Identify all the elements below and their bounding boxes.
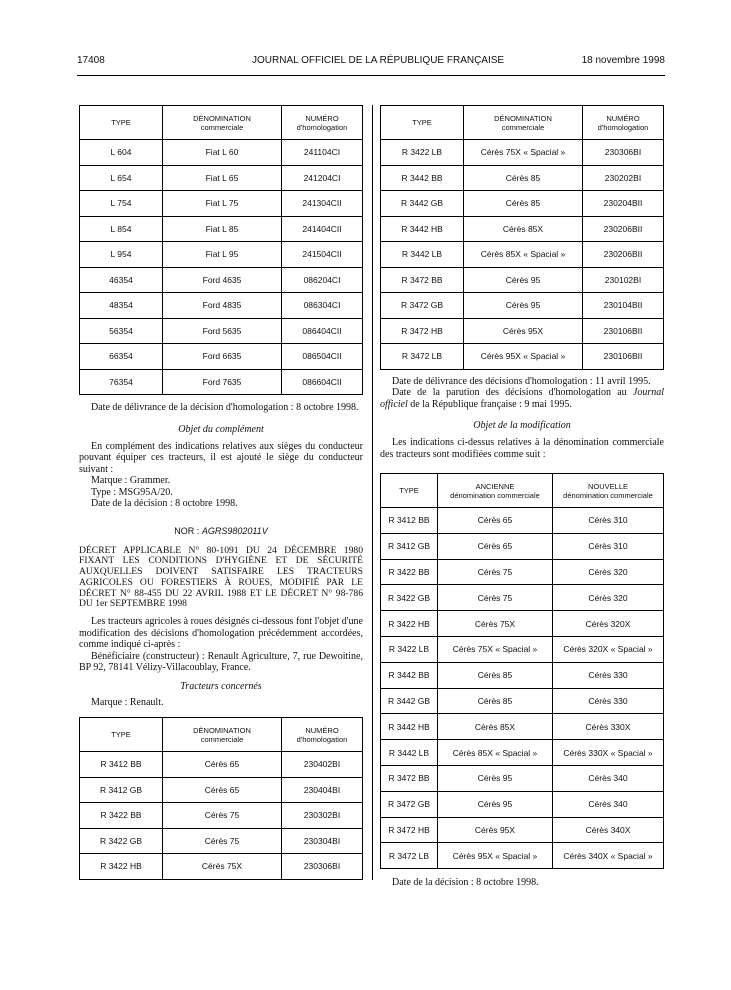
table-cell: R 3422 LB [381,140,464,166]
date-delivrance: Date de délivrance de la décision d'homologation : 8 octobre 1998. [91,402,359,413]
table-cell: 48354 [80,293,163,319]
table-row [80,752,363,778]
table-row [80,369,363,395]
col-denomination: DÉNOMINATION commerciale [464,106,583,140]
table-row [80,293,363,319]
table-row [381,662,664,688]
table-row [80,216,363,242]
modification-table [380,473,664,869]
table-cell: Cérès 65 [163,752,282,778]
table-row [381,740,664,766]
col-numero: NUMÉRO d'homologation [583,106,664,140]
table-cell: Cérès 95X « Spacial » [438,843,553,869]
page-header [77,55,665,71]
table-cell: Cérès 75X [163,854,282,880]
table-cell: Cérès 310 [553,533,664,559]
table-cell: R 3422 BB [381,559,438,585]
table-cell: Cérès 85X [438,714,553,740]
table-cell: Cérès 65 [438,533,553,559]
table-cell: 241304CII [282,191,363,217]
table-cell: Cérès 340X [553,817,664,843]
table-cell: R 3422 LB [381,636,438,662]
table-cell: R 3472 HB [381,817,438,843]
table-header [80,718,363,752]
table-cell: R 3442 BB [381,165,464,191]
table-cell: Cérès 85 [438,688,553,714]
table-cell: Cérès 75 [163,803,282,829]
table-row [80,803,363,829]
table-cell: R 3472 BB [381,765,438,791]
table-cell: Cérès 340 [553,791,664,817]
col-type: TYPE [381,106,464,140]
table-cell: Ford 4635 [163,267,282,293]
table-cell: 56354 [80,318,163,344]
table-cell: R 3412 BB [80,752,163,778]
table-row [80,242,363,268]
table-row [80,344,363,370]
table-cell: Cérès 85X « Spacial » [438,740,553,766]
table-cell: 241504CII [282,242,363,268]
table-cell: Cérès 330 [553,662,664,688]
table-cell: Cérès 330X [553,714,664,740]
table-cell: Cérès 95 [464,293,583,319]
table-row [381,216,664,242]
table-cell: Cérès 95 [438,765,553,791]
table-cell: Cérès 85 [464,191,583,217]
table-row [80,267,363,293]
table-cell: 230304BI [282,828,363,854]
table-cell: 086404CII [282,318,363,344]
column-divider [372,105,373,880]
table-cell: Cérès 320X [553,611,664,637]
table-row [80,140,363,166]
table-row [381,533,664,559]
table-cell: Cérès 95 [464,267,583,293]
table-row [80,165,363,191]
table-row [381,508,664,534]
table-cell: 46354 [80,267,163,293]
date-parution: Date de la parution des décisions d'homologation au Journal officiel de la République française : 9 mai 1995. [380,387,664,410]
table-cell: Cérès 320X « Spacial » [553,636,664,662]
col-type: TYPE [80,718,163,752]
table-row [381,344,664,370]
table-cell: 230402BI [282,752,363,778]
table-cell: R 3472 HB [381,318,464,344]
table-cell: 230306BI [583,140,664,166]
table-cell: Fiat L 60 [163,140,282,166]
col-numero: NUMÉRO d'homologation [282,106,363,140]
table-cell: R 3442 BB [381,662,438,688]
right-text-block [380,376,664,461]
table-cell: 241104CI [282,140,363,166]
table-row [381,843,664,869]
table-row [381,318,664,344]
table-row [381,611,664,637]
table-cell: R 3472 LB [381,344,464,370]
table-cell: Ford 5635 [163,318,282,344]
table-row [381,293,664,319]
table-cell: R 3422 HB [80,854,163,880]
col-denomination: DÉNOMINATION commerciale [163,106,282,140]
table-cell: R 3422 GB [80,828,163,854]
table-cell: Cérès 340X « Spacial » [553,843,664,869]
date-delivrance-right: Date de délivrance des décisions d'homologation : 11 avril 1995. [392,375,651,387]
table-row [381,267,664,293]
table-cell: 230104BII [583,293,664,319]
table-cell: Cérès 85X [464,216,583,242]
table-cell: 086304CI [282,293,363,319]
date-decision-left: Date de la décision : 8 octobre 1998. [91,498,238,509]
table-cell: R 3412 GB [80,777,163,803]
table-cell: R 3442 LB [381,740,438,766]
table-cell: Cérès 340 [553,765,664,791]
table-row [381,140,664,166]
type-msg: Type : MSG95A/20. [91,486,173,498]
table-cell: Fiat L 65 [163,165,282,191]
journal-title: JOURNAL OFFICIEL DE LA RÉPUBLIQUE FRANÇAISE [252,55,505,66]
table-cell: 086604CII [282,369,363,395]
table-cell: 241204CI [282,165,363,191]
table-cell: R 3442 HB [381,216,464,242]
table-cell: 086504CII [282,344,363,370]
table-cell: 230302BI [282,803,363,829]
table-cell: Ford 7635 [163,369,282,395]
table-row [381,765,664,791]
table-cell: Cérès 85X « Spacial » [464,242,583,268]
table-cell: L 654 [80,165,163,191]
table-row [381,636,664,662]
table-row [80,854,363,880]
table-row [381,688,664,714]
table-cell: Fiat L 85 [163,216,282,242]
section-objet-modification: Objet de la modification [473,420,571,431]
table-cell: 230202BI [583,165,664,191]
left-text-block [79,402,363,708]
table-cell: R 3422 HB [381,611,438,637]
table-cell: Cérès 310 [553,508,664,534]
table-cell: Ford 6635 [163,344,282,370]
table-cell: Cérès 95X [464,318,583,344]
table-cell: 230204BII [583,191,664,217]
table-cell: R 3472 GB [381,791,438,817]
section-objet-complement: Objet du complément [178,423,264,435]
table-cell: 66354 [80,344,163,370]
table-cell: Cérès 65 [438,508,553,534]
table-cell: 230102BI [583,267,664,293]
table-cell: Cérès 75X « Spacial » [438,636,553,662]
table-cell: Cérès 75 [438,559,553,585]
issue-date: 18 novembre 1998 [581,55,665,66]
table-row [381,242,664,268]
table-header [381,474,664,508]
table-cell: R 3442 GB [381,688,438,714]
complement-text: En complément des indications relatives aux sièges du conducteur pouvant équiper ces tracteurs, il est ajouté le siège du conducteur suivant : [79,440,363,475]
table-cell: 230306BI [282,854,363,880]
table-cell: 241404CII [282,216,363,242]
table-cell: R 3422 GB [381,585,438,611]
beneficiaire: Bénéficiaire (constructeur) : Renault Agriculture, 7, rue Dewoitine, BP 92, 78141 Vélizy-Villacoublay, France. [79,650,363,674]
homologation-table-3 [380,105,664,370]
table-header [80,106,363,140]
col-numero: NUMÉRO d'homologation [282,718,363,752]
table-cell: Cérès 320 [553,585,664,611]
right-column [380,105,664,888]
col-type: TYPE [381,474,438,508]
table-cell: Cérès 95 [438,791,553,817]
date-decision-right: Date de la décision : 8 octobre 1998. [392,877,539,888]
col-ancienne: ANCIENNE dénomination commerciale [438,474,553,508]
table-row [381,191,664,217]
marque-renault: Marque : Renault. [91,696,164,708]
table-cell: 230106BII [583,318,664,344]
table-cell: L 854 [80,216,163,242]
table-row [381,585,664,611]
tracteurs-text: Les tracteurs agricoles à roues désignés ci-dessous font l'objet d'une modification des décisions d'homologation précédemment accordées, comme indiqué ci-après : [79,616,363,651]
col-denomination: DÉNOMINATION commerciale [163,718,282,752]
table-cell: R 3472 BB [381,267,464,293]
table-row [381,791,664,817]
table-cell: Cérès 95X [438,817,553,843]
table-cell: R 3472 GB [381,293,464,319]
table-cell: R 3422 BB [80,803,163,829]
homologation-table-2 [79,717,363,880]
table-row [80,777,363,803]
table-cell: R 3472 LB [381,843,438,869]
table-row [80,318,363,344]
table-cell: R 3442 GB [381,191,464,217]
table-cell: Cérès 85 [464,165,583,191]
marque-grammer: Marque : Grammer. [91,475,171,486]
table-cell: Cérès 85 [438,662,553,688]
col-nouvelle: NOUVELLE dénomination commerciale [553,474,664,508]
table-cell: Cérès 320 [553,559,664,585]
table-header [381,106,664,140]
table-cell: 230206BII [583,242,664,268]
left-column [79,105,363,872]
indications-text: Les indications ci-dessus relatives à la dénomination commerciale des tracteurs sont modifiées comme suit : [380,437,664,460]
table-cell: Fiat L 95 [163,242,282,268]
table-cell: R 3412 GB [381,533,438,559]
table-cell: 230404BI [282,777,363,803]
table-cell: Cérès 75X [438,611,553,637]
table-cell: Cérès 75 [163,828,282,854]
header-rule [77,75,665,76]
table-cell: Cérès 75X « Spacial » [464,140,583,166]
table-cell: Cérès 65 [163,777,282,803]
table-cell: 230206BII [583,216,664,242]
table-row [381,817,664,843]
table-cell: Cérès 95X « Spacial » [464,344,583,370]
table-cell: L 754 [80,191,163,217]
homologation-table-1 [79,105,363,395]
table-cell: 086204CI [282,267,363,293]
table-cell: L 954 [80,242,163,268]
table-cell: L 604 [80,140,163,166]
section-tracteurs-concernes: Tracteurs concernés [180,680,262,692]
table-row [80,828,363,854]
table-row [381,165,664,191]
table-cell: R 3412 BB [381,508,438,534]
table-cell: R 3442 LB [381,242,464,268]
nor-reference: NOR : AGRS9802011V [174,525,268,536]
table-cell: 230106BII [583,344,664,370]
decret-title: DÉCRET APPLICABLE N° 80-1091 DU 24 DÉCEMBRE 1980 FIXANT LES CONDITIONS D'HYGIÈNE ET DE SÉCURITÉ AUXQUELLES DOIVENT SATISFAIRE LES TRACTEURS AGRICOLES OU FORESTIERS À ROUES, MODIFIÉ PAR LE DÉCRET N° 88-455 DU 22 AVRIL 1988 ET LE DÉCRET N° 98-786 DU 1er SEPTEMBRE 1998 [79,544,363,610]
table-cell: Cérès 75 [438,585,553,611]
table-row [381,559,664,585]
table-cell: Cérès 330 [553,688,664,714]
table-cell: 76354 [80,369,163,395]
col-type: TYPE [80,106,163,140]
table-row [80,191,363,217]
table-cell: Cérès 330X « Spacial » [553,740,664,766]
table-cell: R 3442 HB [381,714,438,740]
table-cell: Ford 4835 [163,293,282,319]
page-number: 17408 [77,55,105,66]
table-row [381,714,664,740]
table-cell: Fiat L 75 [163,191,282,217]
